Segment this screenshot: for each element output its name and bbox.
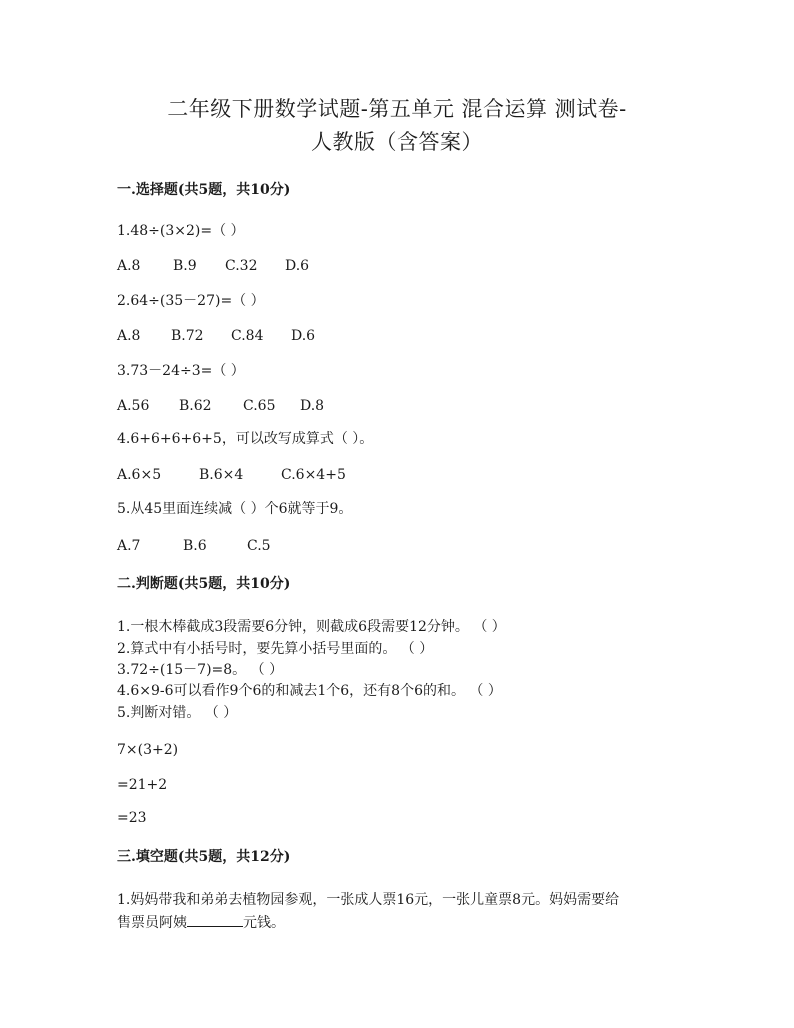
option: A.56 [117, 398, 150, 414]
judgement-item: 5.判断对错。 （ ） [117, 705, 238, 721]
page-title-line-1: 二年级下册数学试题-第五单元 混合运算 测试卷- [167, 97, 627, 121]
option: D.6 [291, 328, 316, 344]
option: A.6×5 [117, 467, 162, 483]
options-row [117, 536, 271, 556]
section-heading-judgement: 二.判断题(共5题，共10分) [117, 576, 291, 592]
judgement-item: 2.算式中有小括号时，要先算小括号里面的。 （ ） [117, 641, 434, 657]
option: A.8 [117, 328, 141, 344]
fill-blank-question-line-2 [117, 912, 285, 933]
option: D.8 [300, 398, 325, 414]
question-stem: 5.从45里面连续减（ ）个6就等于9。 [117, 501, 353, 517]
fill-blank-question-line-1: 1.妈妈带我和弟弟去植物园参观，一张成人票16元，一张儿童票8元。妈妈需要给 [117, 892, 620, 908]
page-title-line-2: 人教版（含答案） [311, 130, 483, 154]
option: C.6×4+5 [281, 467, 346, 483]
option: B.72 [171, 328, 204, 344]
question-stem: 3.73－24÷3=（ ） [117, 363, 245, 379]
section-heading-choice: 一.选择题(共5题，共10分) [117, 182, 291, 198]
option: B.6 [183, 538, 207, 554]
option: C.65 [243, 398, 276, 414]
answer-blank[interactable] [187, 912, 243, 927]
calc-step: =23 [117, 810, 147, 826]
fill-blank-text: 售票员阿姨 [117, 915, 187, 931]
judgement-item: 4.6×9-6可以看作9个6的和减去1个6，还有8个6的和。 （ ） [117, 683, 502, 699]
option: A.7 [117, 538, 141, 554]
calc-step: =21+2 [117, 777, 168, 793]
option: B.6×4 [199, 467, 244, 483]
option: D.6 [285, 258, 310, 274]
question-stem: 4.6+6+6+6+5，可以改写成算式（ ）。 [117, 431, 374, 447]
option: A.8 [117, 258, 141, 274]
options-row [117, 396, 324, 416]
section-heading-fill-blank: 三.填空题(共5题，共12分) [117, 849, 291, 865]
option: C.84 [231, 328, 264, 344]
option: B.62 [179, 398, 212, 414]
options-row [117, 465, 346, 485]
calc-step: 7×(3+2) [117, 742, 179, 758]
option: B.9 [173, 258, 197, 274]
option: C.32 [225, 258, 258, 274]
question-stem: 2.64÷(35－27)=（ ） [117, 293, 265, 309]
option: C.5 [247, 538, 271, 554]
options-row [117, 326, 315, 346]
fill-blank-text: 元钱。 [243, 915, 285, 931]
judgement-item: 1.一根木棒截成3段需要6分钟，则截成6段需要12分钟。 （ ） [117, 619, 506, 635]
question-stem: 1.48÷(3×2)=（ ） [117, 223, 245, 239]
options-row [117, 256, 309, 276]
judgement-item: 3.72÷(15－7)=8。 （ ） [117, 662, 284, 678]
